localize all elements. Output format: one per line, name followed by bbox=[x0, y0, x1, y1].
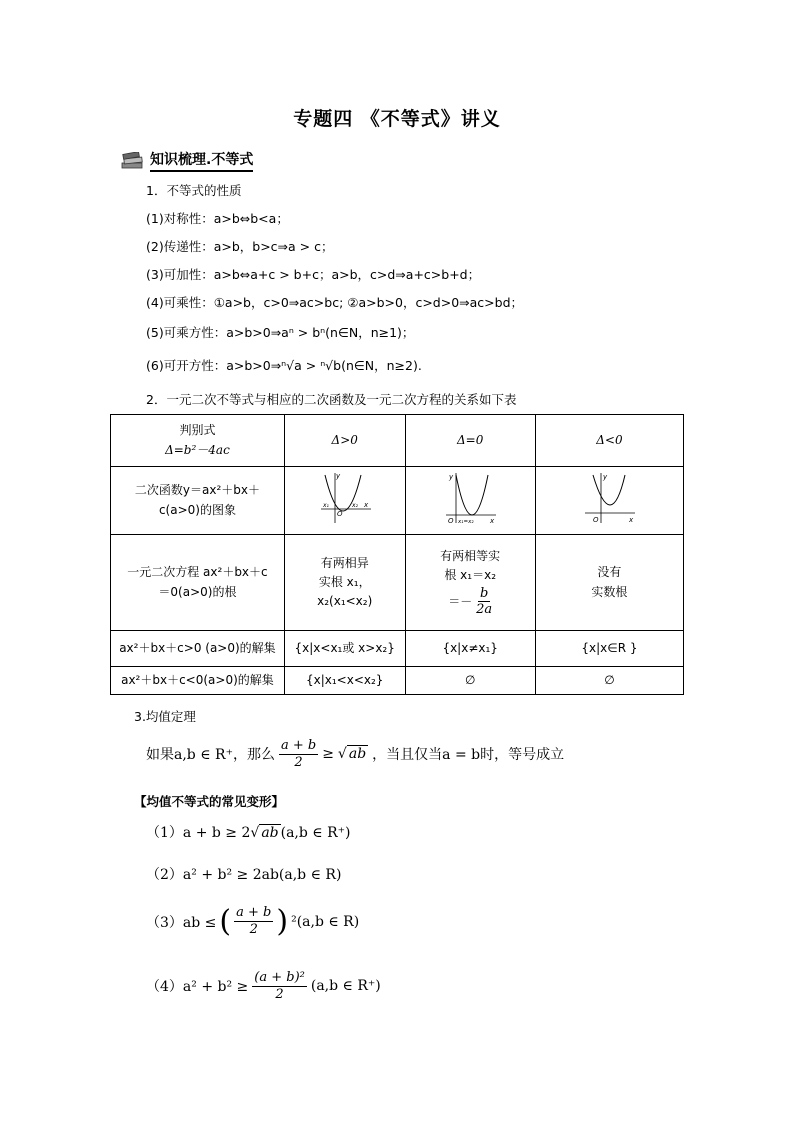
solution-gt-no-root: {x|x∈R } bbox=[535, 631, 683, 667]
svg-text:y: y bbox=[603, 473, 608, 482]
svg-text:x₁=x₂: x₁=x₂ bbox=[458, 519, 474, 526]
solution-lt-double-root: ∅ bbox=[405, 667, 535, 695]
svg-text:y: y bbox=[335, 472, 340, 481]
property-root: (6)可开方性：a>b>0⇒ⁿ√a > ⁿ√b(n∈N，n≥2). bbox=[146, 358, 422, 373]
solution-lt-no-root: ∅ bbox=[535, 667, 683, 695]
solution-set-lt-label: ax²＋bx＋c<0(a>0)的解集 bbox=[111, 667, 285, 695]
roots-double: 有两相等实 根 x₁＝x₂ ＝－ $\frac{b}{2a}$ bbox=[405, 535, 535, 631]
property-additive: (3)可加性：a>b⇔a+c > b+c；a>b，c>d⇒a+c>b+d； bbox=[146, 267, 481, 282]
function-graph-label: 二次函数y＝ax²＋bx＋ c(a>0)的图象 bbox=[111, 467, 285, 535]
quadratic-table bbox=[110, 414, 684, 695]
graph-double-root bbox=[405, 467, 535, 535]
solution-gt-two-roots: {x|x<x₁或 x>x₂} bbox=[284, 631, 405, 667]
svg-text:x: x bbox=[490, 517, 495, 526]
variant-3: （3）ab ≤ ( $\frac{a + b}{2}$ ) ²(a,b ∈ R) bbox=[146, 904, 360, 939]
variants-heading: 【均值不等式的常见变形】 bbox=[134, 794, 285, 809]
property-multiplicative: (4)可乘性：①a>b，c>0⇒ac>bc; ②a>b>0，c>d>0⇒ac>bd； bbox=[146, 295, 524, 310]
section-heading bbox=[120, 149, 253, 172]
variant-1: （1）a + b ≥ 2√ ab (a,b ∈ R⁺) bbox=[146, 825, 351, 841]
graph-no-root bbox=[535, 467, 683, 535]
variant-2: （2）a² + b² ≥ 2ab(a,b ∈ R) bbox=[146, 867, 342, 883]
svg-text:x₁: x₁ bbox=[322, 502, 329, 510]
delta-zero: Δ=0 bbox=[405, 415, 535, 467]
table-row bbox=[111, 467, 684, 535]
property-transitive: (2)传递性：a>b，b>c⇒a > c； bbox=[146, 239, 334, 254]
table-row bbox=[111, 667, 684, 695]
parabola-double-root-graph bbox=[442, 469, 498, 525]
delta-positive: Δ>0 bbox=[284, 415, 405, 467]
books-icon bbox=[120, 152, 144, 170]
delta-negative: Δ<0 bbox=[535, 415, 683, 467]
table-heading: 2．一元二次不等式与相应的二次函数及一元二次方程的关系如下表 bbox=[146, 392, 517, 407]
svg-text:x: x bbox=[629, 516, 634, 525]
table-row bbox=[111, 535, 684, 631]
svg-text:y: y bbox=[449, 473, 454, 482]
svg-text:O: O bbox=[448, 517, 454, 526]
page-title: 专题四 《不等式》讲义 bbox=[293, 108, 501, 130]
roots-two-distinct: 有两相异 实根 x₁， x₂(x₁<x₂) bbox=[284, 535, 405, 631]
graph-two-roots bbox=[284, 467, 405, 535]
variant-4: （4）a² + b² ≥ $\frac{\text{(a + b)²}}{2}$ (a,b ∈ R⁺) bbox=[146, 970, 381, 1002]
svg-text:O: O bbox=[336, 510, 343, 519]
properties-heading: 1．不等式的性质 bbox=[146, 183, 242, 198]
svg-text:x: x bbox=[363, 501, 368, 510]
roots-none: 没有 实数根 bbox=[535, 535, 683, 631]
property-symmetry: (1)对称性：a>b⇔b<a； bbox=[146, 211, 289, 226]
solution-lt-two-roots: {x|x₁<x<x₂} bbox=[284, 667, 405, 695]
table-row bbox=[111, 631, 684, 667]
property-power: (5)可乘方性：a>b>0⇒aⁿ > bⁿ(n∈N，n≥1)； bbox=[146, 325, 415, 340]
equation-roots-label: 一元二次方程 ax²＋bx＋c ＝0(a>0)的根 bbox=[111, 535, 285, 631]
svg-text:x₂: x₂ bbox=[351, 502, 358, 510]
mean-theorem-statement: 如果a,b ∈ R⁺，那么 $\frac{a + b}{2}$ ≥ √ ab ，当且仅当a = b时，等号成立 bbox=[146, 738, 565, 770]
section-heading-label: 知识梳理.不等式 bbox=[150, 149, 253, 172]
table-row bbox=[111, 415, 684, 467]
parabola-no-root-graph bbox=[581, 469, 637, 525]
svg-text:O: O bbox=[593, 516, 599, 525]
solution-gt-double-root: {x|x≠x₁} bbox=[405, 631, 535, 667]
solution-set-gt-label: ax²＋bx＋c>0 (a>0)的解集 bbox=[111, 631, 285, 667]
discriminant-header: 判别式 Δ=b²－4ac bbox=[111, 415, 285, 467]
parabola-two-roots-graph bbox=[317, 469, 373, 525]
mean-theorem-heading: 3.均值定理 bbox=[134, 709, 196, 724]
